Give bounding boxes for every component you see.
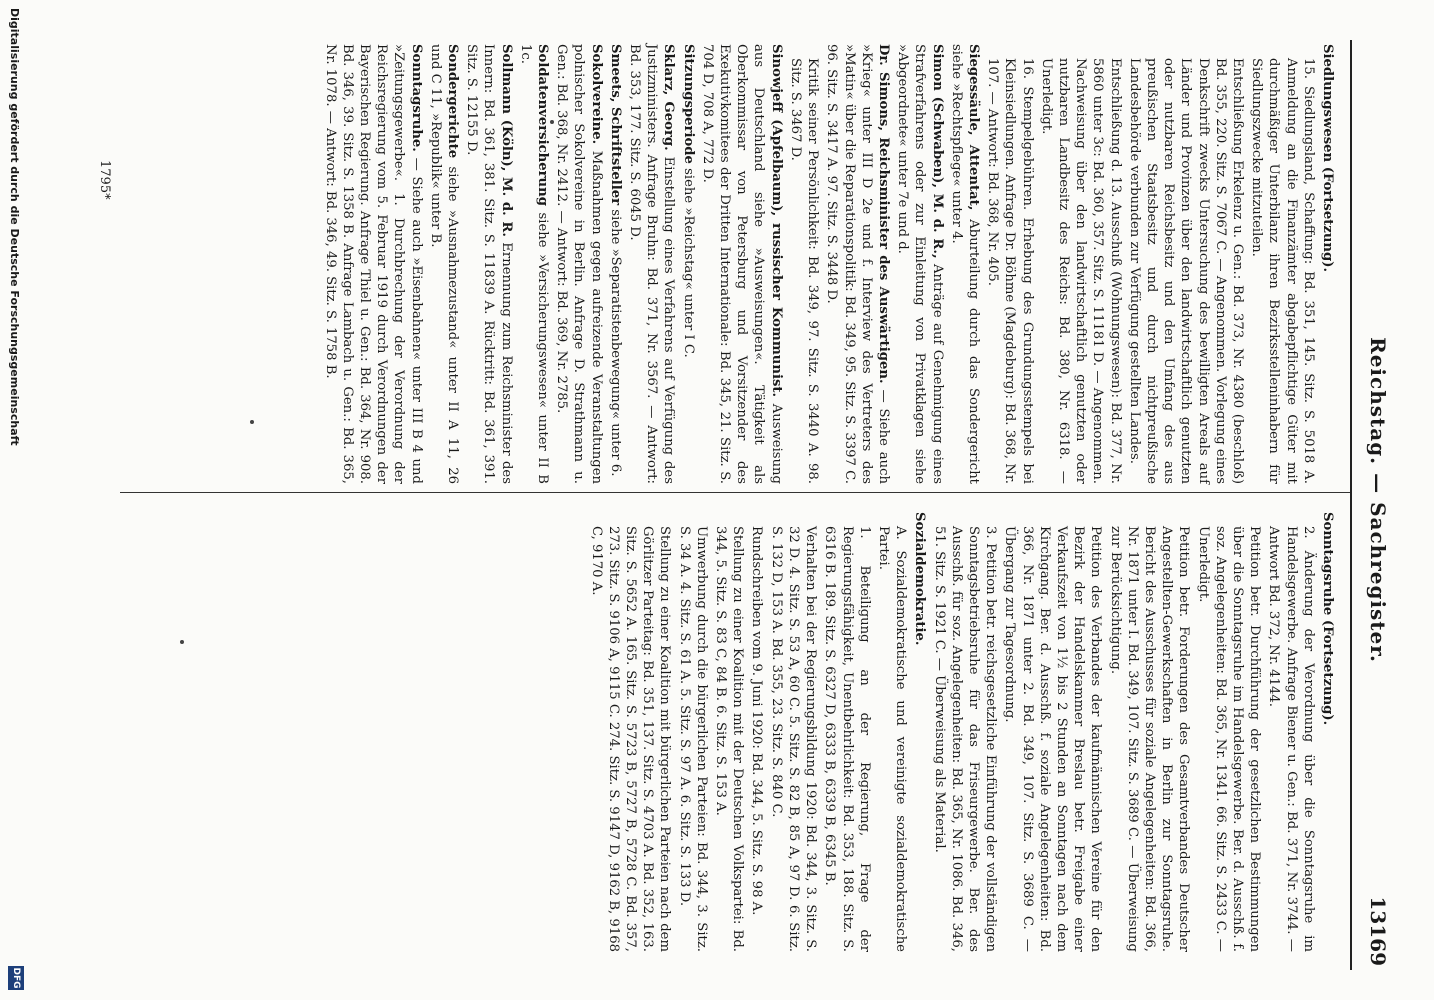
entry-text: — Siehe auch »Krieg« unter III D 2e und f. Interview des Vertreters des »Matin« über die Reparationspolitik: Bd. 349, 95. Sitz. S. 3397 C. 96. Sitz. S. 3417 A. 97. Sitz. S. 3448 D. xyxy=(824,44,891,489)
index-entry xyxy=(1106,512,1192,957)
entry-heading: Sinowjeff (Apfelbaum), russischer Kommunist. xyxy=(768,44,784,398)
entry-heading: Siegessäule, Attentat, xyxy=(965,44,981,211)
entry-heading: Sondergerichte xyxy=(445,44,461,159)
index-entry xyxy=(517,44,551,489)
entry-text: Stellung zu einer Koalition mit der Deutschen Volkspartei: Bd. 344, 5. Sitz. S. 83 C, 84 B. 6. Sitz. S. 153 A. xyxy=(713,526,746,957)
entry-text: 2. Änderung der Verordnung über die Sonntagsruhe im Handelsgewerbe. Anfrage Biener u. Gen.: Bd. 371, Nr. 3744. — Antwort Bd. 372, Nr. 4144. xyxy=(1266,526,1316,957)
entry-text: Petition betr. Durchführung der gesetzlichen Bestimmungen über die Sonntagsruhe im Handelsgewerbe. Ber. d. Ausschß. f. soz. Angelegenheiten: Bd. 365, Nr. 1341. 66. Sitz. S. 2433 C. — Unerledigt. xyxy=(1195,526,1263,957)
index-entry xyxy=(948,44,982,489)
entry-text: Entschließung Erkelenz u. Gen.: Bd. 373, Nr. 4380 (beschloß) Bd. 355, 220. Sitz. S. 7067 C. — Angenommen. Vorlegung eines Denkschrift zwecks Untersuchung des bewilligten Areals auf Länder und Provinzen über den landwirtschaftlich genutzten oder nutzbaren Reichsbesitz und den Umfang des aus preußischen Staatsbesitz und durch nichtpreußische Landesbehörde verbunden zur Verfügung gestellten Landes. xyxy=(1126,58,1245,489)
index-entry xyxy=(712,512,746,957)
entry-text: Anträge auf Genehmigung eines Strafverfahrens oder zur Einleitung von Privatklagen siehe »Abgeordnete« unter 7e und d. xyxy=(895,44,945,489)
index-entry xyxy=(1265,512,1317,957)
top-rule xyxy=(1350,40,1352,970)
entry-text: Einstellung eines Verfahrens auf Verfügung des Justizministers. Anfrage Bruhn: Bd. 371, Nr. 3567. — Antwort: Bd. 353, 177. Sitz. S. 6045 D. xyxy=(627,44,677,489)
index-entry xyxy=(553,44,605,489)
index-entry xyxy=(911,512,928,952)
entry-text: Maßnahmen gegen aufreizende Veranstaltungen polnischer Sokolvereine in Berlin. Anfrage D. Strathmann u. Gen.: Bd. 368, Nr. 2412. — Antwort: Bd. 369, Nr. 2785. xyxy=(554,44,604,489)
entry-text: 3. Petition betr. reichsgesetzliche Einführung der vollständigen Sonntagsbetriebsruhe für das Friseurgewerbe. Ber. des Ausschß. für soz. Angelegenheiten: Bd. 365, Nr. 1086. Bd. 346, 51. Sitz. S. 1921 C. — Überweisung als Material. xyxy=(931,526,999,957)
entry-text: Aburteilung durch das Sondergericht siehe »Rechtspflege« unter 4. xyxy=(948,44,981,489)
index-entry xyxy=(1248,44,1317,489)
entry-text: Rundschreiben vom 9. Juni 1920: Bd. 344, 5. Sitz. S. 98 A. xyxy=(749,526,765,916)
credit-text: Digitalisierung gefördert durch die Deutsche Forschungsgemeinschaft xyxy=(8,8,21,446)
entry-text: Ausweisung aus Deutschland siehe »Ausweisungen«. Tätigkeit als Oberkommissar von Petersburg und Vorsitzender des Exekutivkomitees der Dritten Internationale: Bd. 345, 21. Sitz. S. 704 D, 708 A, 772 D. xyxy=(699,44,784,489)
index-entry xyxy=(894,44,946,489)
index-entry xyxy=(679,44,696,484)
index-entry xyxy=(1194,512,1263,957)
running-title: Reichstag. — Sachregister. xyxy=(1366,337,1390,663)
entry-heading: Soldatenversicherung xyxy=(535,44,551,206)
index-entry xyxy=(768,512,820,957)
entry-heading: Sitzungsperiode xyxy=(680,44,696,164)
entry-text: Verhalten bei der Regierungsbildung 1920: Bd. 344, 3. Sitz. S. 32 D. 4. Sitz. S. 53 A, 60 C. 5. Sitz. S. 82 B, 85 A, 97 D. 6. Sitz. S. 132 D, 153 A. Bd. 355, 23. Sitz. S. 840 C. xyxy=(768,526,819,957)
page-mark: 1795* xyxy=(97,160,112,200)
entry-heading: Siedlungswesen (Fortsetzung). xyxy=(1320,44,1335,273)
index-entry xyxy=(823,44,892,489)
dfg-logo: DFG xyxy=(8,966,24,990)
entry-text: 1. Beteiligung an der Regierung, Frage der Regierungsfähigkeit, Unentbehrlichkeit: Bd. 353, 188. Sitz. S. 6316 B. 189. Sitz. S. 6327 D, 6333 B, 6339 B, 6345 B. xyxy=(822,526,872,957)
entry-text: siehe »Reichstag« unter I C. xyxy=(680,168,696,358)
right-column xyxy=(585,512,1336,957)
index-entry xyxy=(427,44,461,489)
entry-heading: Sklarz, Georg. xyxy=(661,44,677,151)
index-entry xyxy=(463,44,515,489)
index-entry xyxy=(1319,44,1336,484)
entry-text: Ernennung zum Reichsminister des Innern: Bd. 361, 381. Sitz. S. 11839 A. Rücktritt: Bd. 361, 391. Sitz. S. 12155 D. xyxy=(464,44,514,489)
index-entry xyxy=(587,512,673,957)
entry-text: A. Sozialdemokratische und vereinigte sozialdemokratische Partei. xyxy=(875,526,909,957)
entry-text: 15. Siedlungsland, Schaffung: Bd. 351, 145. Sitz. S. 5018 A. Anmeldung an die Finanzämter abgabepflichtige Güter mit durchmäßiger Unterbilanz ihren Bezirksstelleninhabern für Siedlungszwecke mitzuteilen. xyxy=(1249,58,1316,489)
entry-text: Entschließung d. 13. Ausschuß (Wohnungswesen): Bd. 377, Nr. 5860 unter 3c: Bd. 360, 357. Sitz. S. 11181 D. — Angenommen. Nachweisung über den landwirtschaftlich genutzten oder nutzbaren Landbesitz des Reichs: Bd. 380, Nr. 6318. — Unerledigt. xyxy=(1038,58,1123,489)
index-entry xyxy=(875,512,909,957)
index-entry xyxy=(607,44,624,484)
entry-text: siehe »Versicherungswesen« unter II B 1c. xyxy=(517,44,551,489)
column-divider xyxy=(120,492,1350,493)
index-entry xyxy=(984,44,1036,489)
index-entry xyxy=(675,512,709,957)
entry-heading: Sollmann (Köln), M. d. R. xyxy=(498,44,514,237)
entry-text: — Siehe auch »Eisenbahnen« unter III B 4 und »Zeitungsgewerbe«. 1. Durchbrechung der Verordnung der Reichsregierung vom 5. Februar 1919 durch Verordnungen der Bayerischen Regierung. Anfrage Thiel u. Gen.: Bd. 364, Nr. 908. Bd. 346, 39. Sitz. S. 1358 B. Anfrage Lambach u. Gen.: Bd. 365, Nr. 1078. — Antwort: Bd. 346, 49. Sitz. S. 1758 B. xyxy=(322,44,424,489)
scan-speck xyxy=(250,420,254,424)
scan-speck xyxy=(550,120,554,124)
digitization-credit xyxy=(0,0,34,1000)
entry-heading: Simon (Schwaben), M. d. R., xyxy=(929,44,945,259)
entry-heading: Sonntagsruhe. xyxy=(408,44,424,152)
index-entry xyxy=(1126,44,1246,489)
index-entry xyxy=(1001,512,1104,957)
entry-text: Kritik seiner Persönlichkeit: Bd. 349, 97. Sitz. S. 3440 A. 98. Sitz. S. 3467 D. xyxy=(787,58,821,489)
index-entry xyxy=(699,44,785,489)
entry-text: siehe »Ausnahmezustand« unter II A 11, 26 und C 11, »Republik« unter B. xyxy=(427,44,461,489)
entry-text: Petition betr. Forderungen des Gesamtverbandes Deutscher Angestellten-Gewerkschaften in Berlin zur Sonntagsruhe. Bericht des Ausschusses für soziale Angelegenheiten: Bd. 366, Nr. 1871 unter I. Bd. 349, 107. Sitz. S. 3689 C. — Überweisung zur Berücksichtigung. xyxy=(1107,526,1192,957)
index-entry xyxy=(626,44,678,489)
index-entry xyxy=(321,44,424,489)
page-number: 13169 xyxy=(1366,896,1390,966)
entry-heading: Sozialdemokratie. xyxy=(912,512,928,646)
entry-heading: Smeets, Schriftsteller xyxy=(607,44,623,206)
entry-heading: Sonntagsruhe (Fortsetzung). xyxy=(1320,512,1335,726)
entry-text: 16. Stempelgebühren. Erhebung des Grundungsstempels bei Kleinsiedlungen. Anfrage Dr. Böhme (Magdeburg): Bd. 368, Nr. 107. — Antwort: Bd. 368, Nr. 405. xyxy=(985,58,1035,489)
index-entry xyxy=(930,512,999,957)
index-entry xyxy=(787,44,821,489)
entry-text: siehe »Separatistenbewegung« unter 6. xyxy=(607,209,623,477)
scan-speck xyxy=(180,640,184,644)
entry-text: Stellung zu einer Koalition mit bürgerlichen Parteien nach dem Görlitzer Parteitag: Bd. 351, 137. Sitz. S. 4703 A. Bd. 352, 163. Sitz. S. 5652 A. 165. Sitz. S. 5723 B, 5727 B, 5728 C. Bd. 357, 273. Sitz. S. 9106 A, 9115 C. 274. Sitz. S. 9147 D, 9162 B, 9168 C, 9170 A. xyxy=(588,526,673,957)
entry-text: Petition des Verbandes der kaufmännischen Vereine für den Bezirk der Handelskammer Breslau betr. Freigabe einer Verkaufszeit von 1½ bis 2 Stunden an Sonntagen nach dem Kirchgang. Ber. d. Ausschß. f. soziale Angelegenheiten: Bd. 366, Nr. 1871 unter 2. Bd. 349, 107. Sitz. S. 3689 C. — Übergang zur Tagesordnung. xyxy=(1002,526,1104,957)
entry-heading: Dr. Simons, Reichsminister des Auswärtigen. xyxy=(875,44,891,384)
index-entry xyxy=(748,512,765,952)
index-entry xyxy=(1038,44,1124,489)
index-entry xyxy=(1319,512,1336,952)
left-column xyxy=(319,44,1336,489)
entry-heading: Sokolvereine. xyxy=(588,44,604,145)
entry-text: Umwerbung durch die bürgerlichen Parteien: Bd. 344, 3. Sitz. S. 34 A. 4. Sitz. S. 61 A. 5. Sitz. S. 97 A. 6. Sitz. S. 133 D. xyxy=(676,526,709,957)
index-entry xyxy=(821,512,873,957)
